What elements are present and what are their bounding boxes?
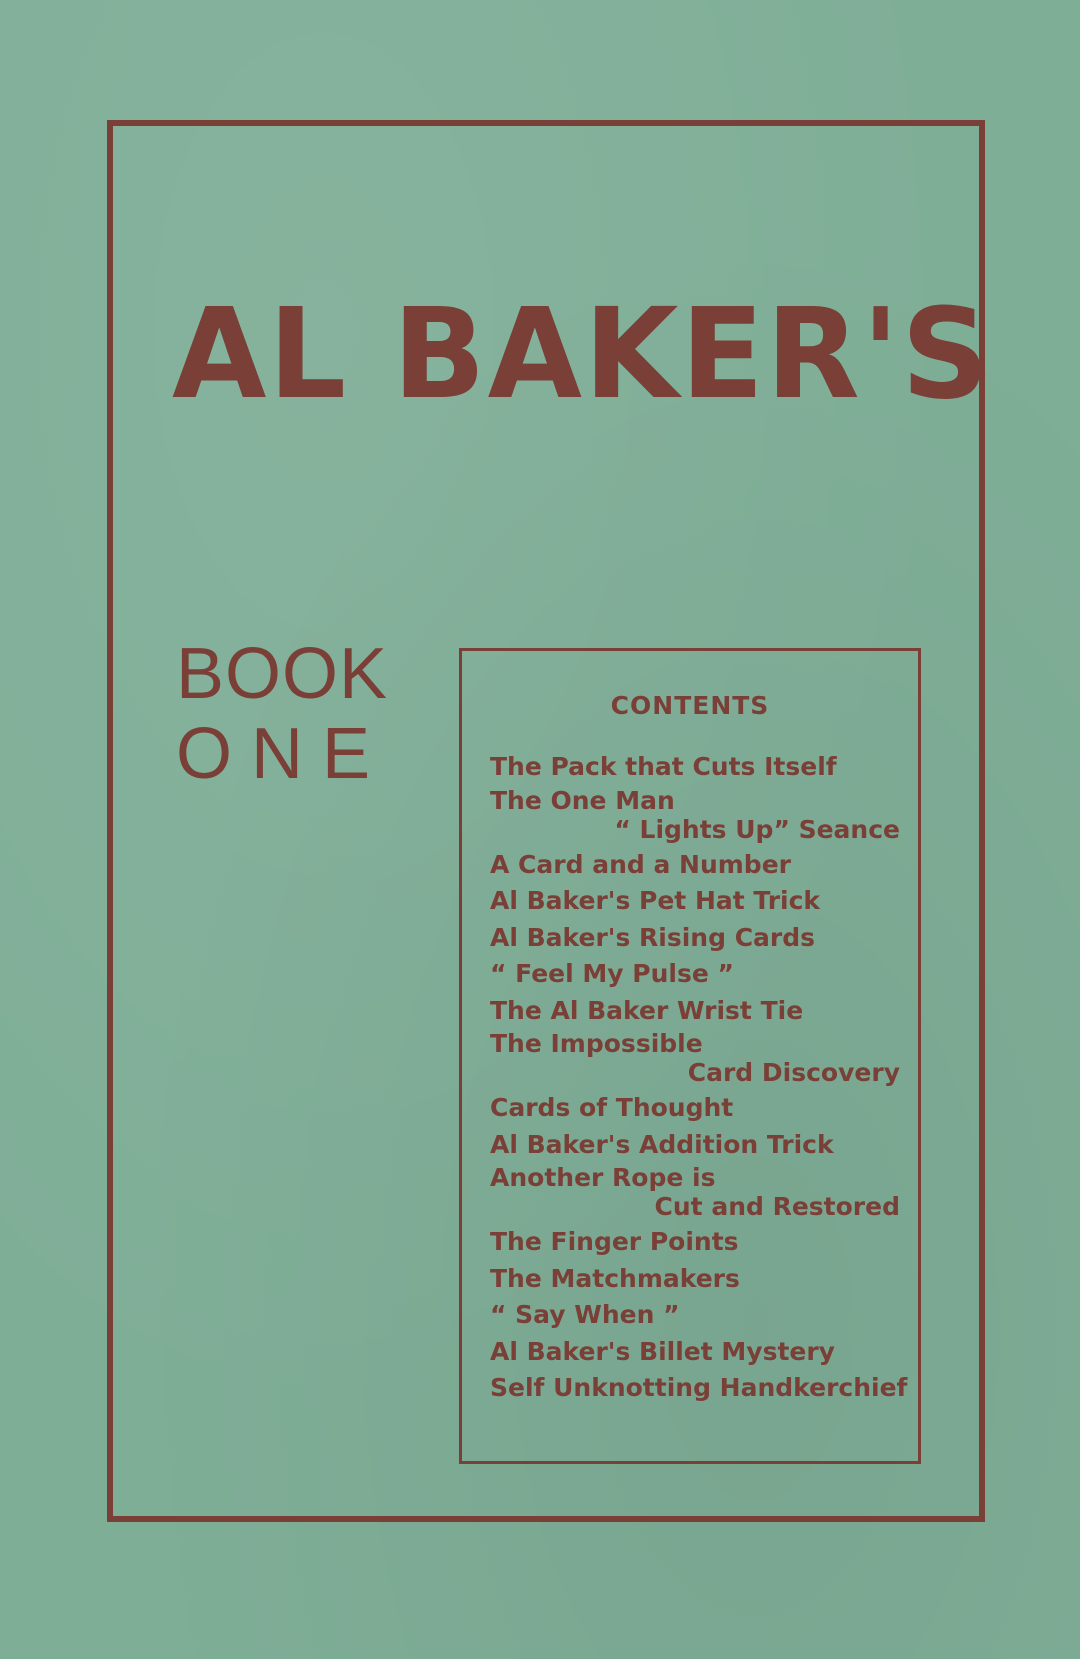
contents-item — [490, 1090, 900, 1127]
contents-item — [490, 883, 900, 920]
contents-item-line1: The Finger Points — [490, 1227, 739, 1256]
contents-item-line2: “ Lights Up” Seance — [614, 814, 900, 844]
contents-item — [490, 1370, 908, 1407]
contents-item-line2: Cut and Restored — [654, 1192, 900, 1221]
contents-item-line1: Al Baker's Addition Trick — [490, 1129, 834, 1159]
contents-item-line1: Cards of Thought — [490, 1093, 734, 1122]
volume-number: ONE — [176, 714, 390, 794]
contents-item-line1: “ Say When ” — [490, 1300, 680, 1329]
contents-item-line1: The Al Baker Wrist Tie — [490, 995, 804, 1025]
contents-item — [490, 993, 900, 1030]
contents-item-line1: Al Baker's Billet Mystery — [490, 1336, 835, 1366]
contents-item — [490, 920, 900, 957]
contents-item-line1: Another Rope is — [490, 1163, 716, 1192]
contents-item-line1: A Card and a Number — [490, 849, 791, 879]
contents-item-line1: The Matchmakers — [490, 1263, 740, 1293]
contents-item — [490, 786, 900, 844]
contents-list — [490, 749, 908, 1407]
contents-item — [490, 956, 900, 993]
contents-box — [459, 648, 921, 1464]
contents-heading: CONTENTS — [610, 691, 770, 720]
contents-item — [490, 1163, 900, 1221]
contents-item — [490, 1261, 900, 1298]
contents-item-line1: Al Baker's Rising Cards — [490, 922, 816, 952]
contents-item — [490, 1029, 900, 1087]
contents-item-line1: Self Unknotting Handkerchief — [490, 1373, 908, 1402]
contents-item-line1: The Impossible — [490, 1029, 703, 1058]
contents-item-line1: The One Man — [490, 785, 675, 815]
contents-item-line1: Al Baker's Pet Hat Trick — [490, 886, 821, 915]
contents-item — [490, 1297, 900, 1334]
contents-item-line1: The Pack that Cuts Itself — [490, 752, 837, 781]
contents-item — [490, 847, 900, 884]
volume-word: BOOK — [176, 634, 389, 714]
contents-item — [490, 749, 900, 786]
contents-item-line1: “ Feel My Pulse ” — [490, 959, 734, 988]
contents-item — [490, 1224, 900, 1261]
contents-item-line2: Card Discovery — [687, 1058, 900, 1087]
contents-item — [490, 1334, 900, 1371]
cover-title: AL BAKER'S — [172, 281, 992, 427]
contents-item — [490, 1127, 900, 1164]
